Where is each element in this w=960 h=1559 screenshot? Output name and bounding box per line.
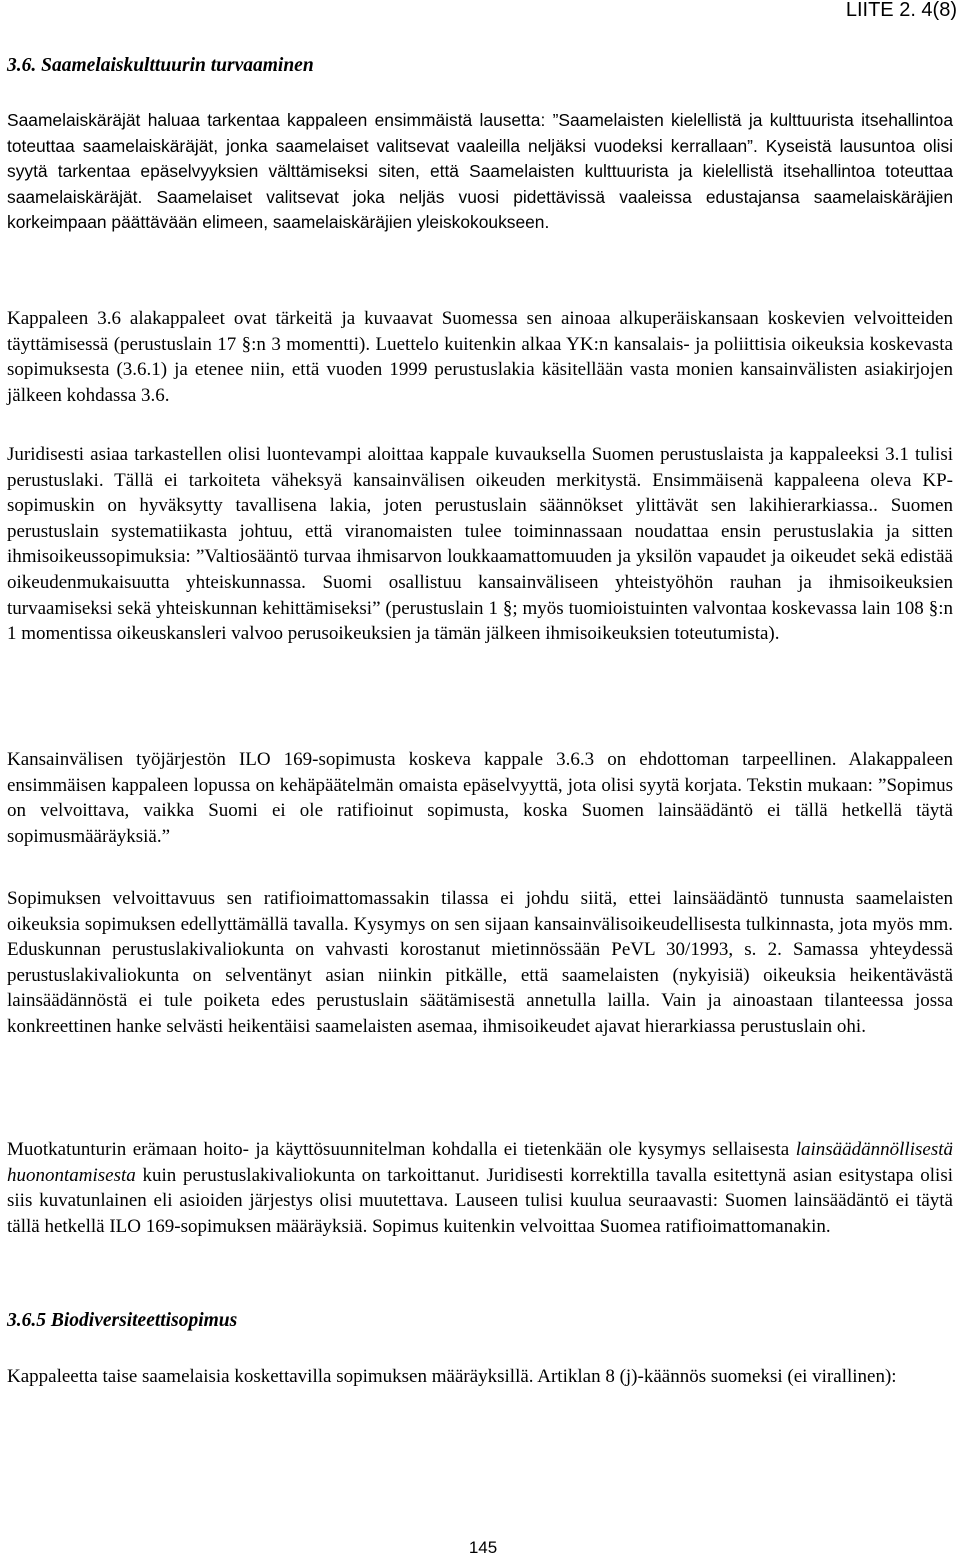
section-heading: 3.6. Saamelaiskulttuurin turvaaminen: [7, 55, 314, 76]
paragraph-6: [7, 1137, 953, 1239]
paragraph-7: Kappaleetta taise saamelaisia koskettavilla sopimuksen määräyksillä. Artiklan 8 (j)-käännös suomeksi (ei virallinen):: [7, 1366, 897, 1387]
attachment-label: LIITE 2. 4(8): [845, 0, 957, 21]
subsection-heading: 3.6.5 Biodiversiteettisopimus: [7, 1310, 238, 1331]
page-number: 145: [468, 1538, 498, 1557]
paragraph-6-emphasis: lainsäädännöllisestä huonontamisesta: [7, 1139, 953, 1186]
paragraph-2: Kappaleen 3.6 alakappaleet ovat tärkeitä ja kuvaavat Suomessa sen ainoaa alkuperäiskansaan koskevien velvoitteiden täyttämisessä (perustuslain 17 §:n 3 momentti). Luettelo kuitenkin alkaa YK:n kansalais- ja poliittisia oikeuksia koskevasta sopimuksesta (3.6.1) ja etenee niin, että vuoden 1999 perustuslakia käsitellään vasta monien kansainvälisten asiakirjojen jälkeen kohdassa 3.6.: [7, 308, 953, 406]
paragraph-5: Sopimuksen velvoittavuus sen ratifioimattomassakin tilassa ei johdu siitä, ettei lainsäädäntö tunnusta saamelaisten oikeuksia sopimuksen edellyttämällä tavalla. Kysymys on sen sijaan kansainvälisoikeudellisesta tulkinnasta, jota myös mm. Eduskunnan perustuslakivaliokunta on vahvasti korostanut mietinnössään PeVL 30/1993, s. 2. Samassa yhteydessä perustuslakivaliokunta on selventänyt asian niinkin pitkälle, että saamelaisten (nykyisiä) oikeuksia heikentävästä lainsäädännöstä ei tule poiketa edes perustuslain säätämisestä annetulla lailla. Vain ja ainoastaan tilanteessa jossa konkreettinen hanke selvästi heikentäisi saamelaisten asemaa, ihmisoikeudet ajavat hierarkiassa perustuslain ohi.: [7, 888, 953, 1037]
paragraph-6-end: kuin perustuslakivaliokunta on tarkoittanut. Juridisesti korrektilla tavalla esitettynä asian esitystapa olisi siis kuvatunlainen eli asioiden järjestys olisi muutettava. Lauseen tulisi kuulua seuraavasti: Suomen lainsäädäntö ei täytä tällä hetkellä ILO 169-sopimuksen määräyksiä. Sopimus kuitenkin velvoittaa Suomea ratifioimattomanakin.: [7, 1164, 954, 1237]
paragraph-3: Juridisesti asiaa tarkastellen olisi luontevampi aloittaa kappale kuvauksella Suomen perustuslaista ja kappaleeksi 3.1 tulisi perustuslaki. Tällä ei tarkoiteta väheksyä kansainvälisen oikeuden merkitystä. Ensimmäisenä kappaleena oleva KP-sopimuskin on hyväksytty tavallisena lakia, joten perustuslain säännökset ylittävät sen lakihierarkiassa.. Suomen perustuslain systematiikasta johtuu, että viranomaisten tulee toiminnassaan noudattaa ensin perustuslakia ja sitten ihmisoikeussopimuksia: ”Valtiosääntö turvaa ihmisarvon loukkaamattomuuden ja yksilön vapaudet ja oikeudet sekä edistää oikeudenmukaisuutta yhteiskunnassa. Suomi osallistuu kansainväliseen yhteistyöhön rauhan ja ihmisoikeuksien turvaamiseksi sekä yhteiskunnan kehittämiseksi” (perustuslain 1 §; myös tuomioistuinten valvontaa koskevassa lain 108 §:n 1 momentissa oikeuskansleri valvoo perusoikeuksien ja tämän jälkeen ihmisoikeuksien toteutumista).: [7, 444, 953, 645]
paragraph-6-start: Muotkatunturin erämaan hoito- ja käyttösuunnitelman kohdalla ei tietenkään ole kysymys sellaisesta: [7, 1139, 790, 1160]
paragraph-1: [7, 108, 953, 236]
paragraph-1-body: Kyseistä lausuntoa olisi syytä tarkentaa epäselvyyksien välttämiseksi siten, että Saamelaisten kulttuurista ja kielellistä itsehallintoa toteuttaa saamelaiskäräjät. Saamelaiset valitsevat joka neljäs vuosi pidettävissä vaaleissa edustajansa saamelaiskäräjien korkeimpaan päättävään elimeen, saamelaiskäräjien yleiskokoukseen.: [7, 135, 954, 233]
paragraph-4: Kansainvälisen työjärjestön ILO 169-sopimusta koskeva kappale 3.6.3 on ehdottoman tarpeellinen. Alakappaleen ensimmäisen kappaleen lopussa on kehäpäätelmän omaista epäselvyyttä, jota olisi syytä korjata. Tekstin mukaan: ”Sopimus on velvoittava, vaikka Suomi ei ole ratifioinut sopimusta, koska Suomen lainsäädäntö ei tällä hetkellä täytä sopimusmääräyksiä.”: [7, 749, 953, 847]
paragraph-1-quote: Saamelaiskäräjät haluaa tarkentaa kappaleen ensimmäistä lausetta: ”Saamelaisten kielellistä ja kulttuurista itsehallintoa toteuttaa saamelaiskäräjät, jonka saamelaiset valitsevat vaaleilla neljäksi vuodeksi kerrallaan”.: [7, 110, 953, 156]
